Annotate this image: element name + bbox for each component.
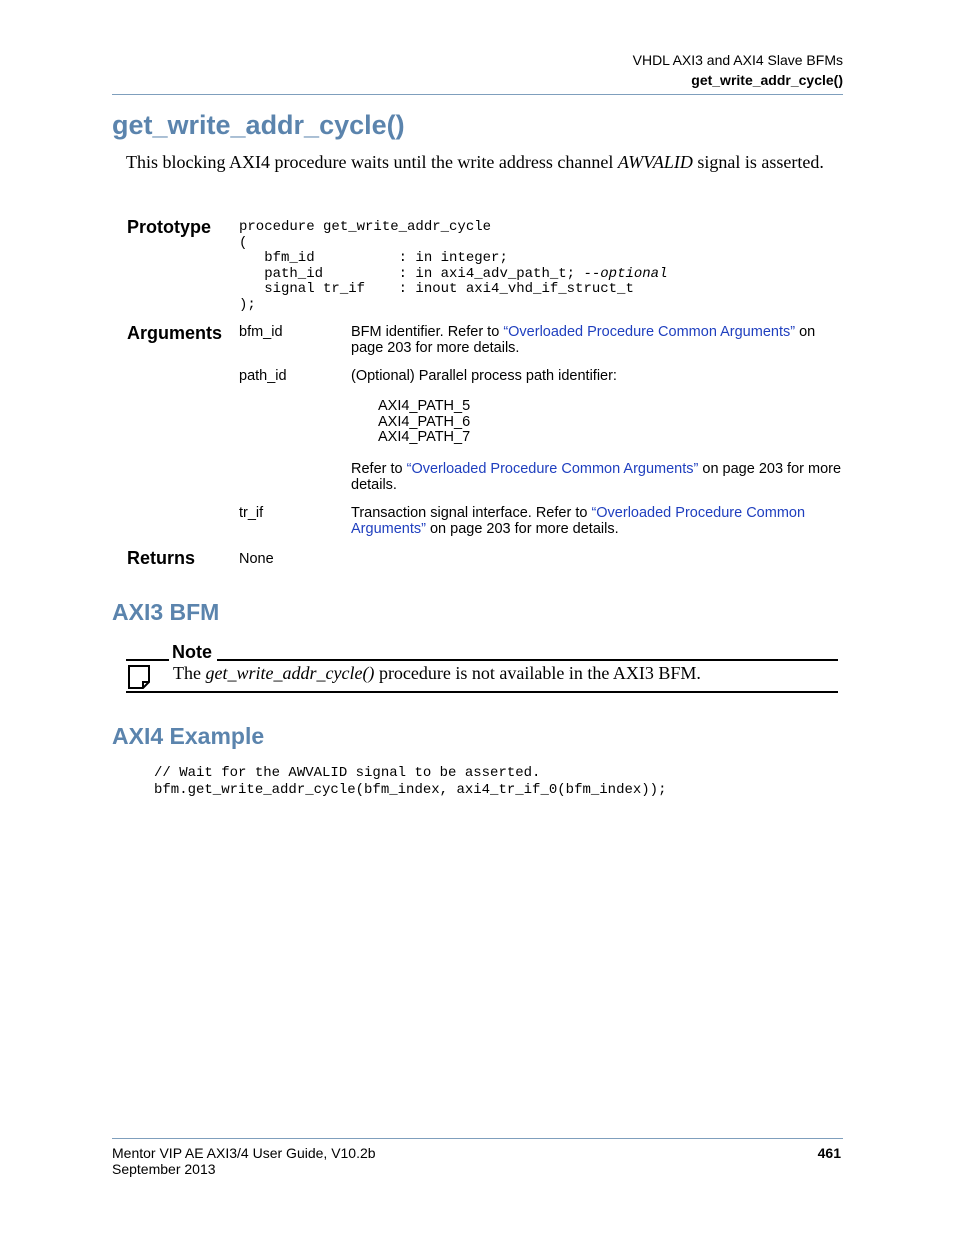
link-overloaded-args[interactable]: “Overloaded Procedure Common Arguments” [503,324,796,340]
intro-signal-name: AWVALID [617,152,693,172]
example-code [154,765,666,798]
arguments-label: Arguments [127,323,223,343]
arg-desc-bfm-id: BFM identifier. Refer to “Overloaded Procedure Common Arguments” on page 203 for more details. [351,324,816,356]
arg-name-path-id: path_id [239,368,287,384]
returns-label: Returns [127,548,196,568]
optional-comment: --optional [583,265,668,282]
prototype-line: path_id : in axi4_adv_path_t; --optional [239,265,668,282]
code-line: // Wait for the AWVALID signal to be asserted. [154,765,541,781]
path-value: AXI4_PATH_7 [378,429,471,446]
note-text: The get_write_addr_cycle() procedure is not available in the AXI3 BFM. [173,663,701,683]
path-value: AXI4_PATH_6 [378,413,471,430]
link-overloaded-args[interactable]: “Overloaded Procedure Common Arguments” [351,505,806,537]
footer-rule [112,1138,843,1139]
note-rule-left [126,659,169,661]
path-values-list [378,399,470,446]
prototype-line: ( [239,234,248,251]
footer-guide-title: Mentor VIP AE AXI3/4 User Guide, V10.2b [112,1145,376,1161]
note-procedure-name: get_write_addr_cycle() [205,663,375,683]
returns-value: None [239,551,274,567]
prototype-label: Prototype [127,217,212,237]
section-heading-axi3: AXI3 BFM [112,599,220,625]
prototype-code [239,220,667,314]
arg-desc-path-id-ref: Refer to “Overloaded Procedure Common Arguments” on page 203 for more details. [351,461,842,493]
prototype-line: procedure get_write_addr_cycle [239,219,492,235]
intro-paragraph [126,151,826,173]
intro-text-before: This blocking AXI4 procedure waits until the write address channel [126,152,618,172]
section-heading-axi4: AXI4 Example [112,723,265,749]
prototype-line: signal tr_if : inout axi4_vhd_if_struct_t [239,281,634,298]
note-rule-right [217,659,838,661]
arg-desc-tr-if: Transaction signal interface. Refer to “Overloaded Procedure Common Arguments” on page 203 for more details. [351,505,806,537]
path-value: AXI4_PATH_5 [378,398,471,414]
running-header-section: VHDL AXI3 and AXI4 Slave BFMs [632,52,843,68]
page-number: 461 [817,1145,841,1161]
arg-name-bfm-id: bfm_id [239,324,283,340]
running-header-topic: get_write_addr_cycle() [691,72,843,88]
prototype-line: bfm_id : in integer; [239,250,517,267]
footer-date: September 2013 [112,1161,216,1177]
arg-name-tr-if: tr_if [239,505,264,521]
header-rule [112,94,843,95]
arg-desc-path-id: (Optional) Parallel process path identifier: [351,368,617,384]
note-rule-bottom [126,691,838,693]
page-title: get_write_addr_cycle() [112,110,405,140]
intro-text-after: signal is asserted. [692,152,824,172]
prototype-line: ); [239,296,256,313]
code-line: bfm.get_write_addr_cycle(bfm_index, axi4_tr_if_0(bfm_index)); [154,781,667,798]
note-label: Note [172,642,212,662]
link-overloaded-args[interactable]: “Overloaded Procedure Common Arguments” [406,461,699,477]
note-icon [128,665,150,694]
